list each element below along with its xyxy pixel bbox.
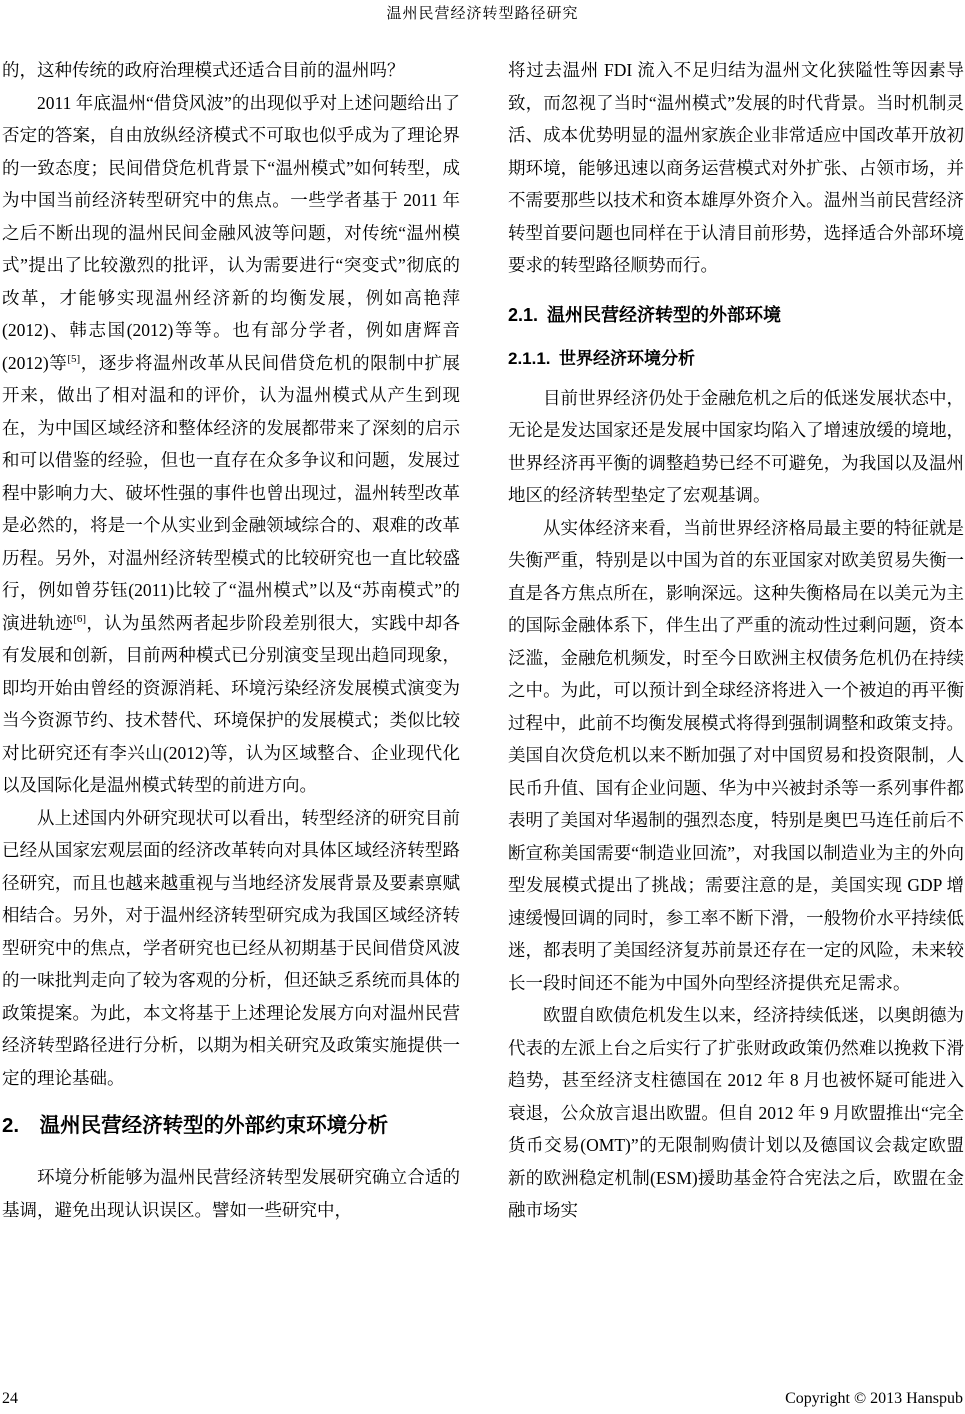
literature-review-paragraph [2,87,460,802]
section-2-1-1-heading: 2.1.1. 世界经济环境分析 [508,348,696,368]
section-2-heading: 2. 温州民营经济转型的外部约束环境分析 [2,1114,389,1137]
review-text-segment: 2011 年底温州“借贷风波”的出现似乎对上述问题给出了否定的答案，自由放纵经济模式不可取也似乎成为了理论界的一致态度；民间借贷危机背景下“温州模式”如何转型，成为中国当前经济转型研究中的焦点。一些学者基于 2011 年之后不断出现的温州民间金融风波等问题，对传统“温州模式”提出了比较激烈的批评，认为需要进行“突变式”彻底的改革，才能够实现温州经济新的均衡发展，例如高艳萍(2012)、韩志国(2012)等等。也有部分学者，例如唐辉音(2012)等 [2,92,460,373]
review-text-segment: ，逐步将温州改革从民间借贷危机的限制中扩展开来，做出了相对温和的评价，认为温州模式从产生到现在，为中国区域经济和整体经济的发展都带来了深刻的启示和可以借鉴的经验，但也一直存在众多争议和问题，发展过程中影响力大、破坏性强的事件也曾出现过，温州转型改革是必然的，将是一个从实业到金融领域综合的、艰难的改革历程。另外，对温州经济转型模式的比较研究也一直比较盛行，例如曾芬钰(2011)比较了“温州模式”以及“苏南模式”的演进轨迹 [2,352,461,633]
copyright-text: Copyright © 2013 Hanspub [785,1390,963,1407]
review-text-segment: ，认为虽然两者起步阶段差别很大，实践中却各有发展和创新，目前两种模式已分别演变呈现出趋同现象，即均开始由曾经的资源消耗、环境污染经济发展模式演变为当今资源节约、技术替代、环境保护的发展模式；类似比较对比研究还有李兴山(2012)等，认为区域整合、企业现代化以及国际化是温州模式转型的前进方向。 [2,612,461,795]
world-economy-paragraph: 目前世界经济仍处于金融危机之后的低迷发展状态中，无论是发达国家还是发展中国家均陷入了增速放缓的境地，世界经济再平衡的调整趋势已经不可避免，为我国以及温州地区的经济转型垫定了宏观基调。 [508,387,964,505]
citation-ref-6: [6] [73,612,87,625]
citation-ref-5: [5] [67,352,81,365]
continuation-paragraph: 的，这种传统的政府治理模式还适合目前的温州吗？ [2,60,405,80]
right-column [508,54,964,1227]
running-header-title: 温州民营经济转型路径研究 [386,6,579,22]
imbalance-analysis-paragraph: 从实体经济来看，当前世界经济格局最主要的特征就是失衡严重，特别是以中国为首的东亚国家对欧美贸易失衡一直是各方焦点所在，影响深远。这种失衡格局在以美元为主的国际金融体系下，伴生出了严重的流动性过剩问题，资本泛滥，金融危机频发，时至今日欧洲主权债务危机仍在持续之中。为此，可以预计到全球经济将进入一个被迫的再平衡过程中，此前不均衡发展模式将得到强制调整和政策支持。美国自次贷危机以来不断加强了对中国贸易和投资限制，人民币升值、国有企业问题、华为中兴被封杀等一系列事件都表明了美国对华遏制的强烈态度，特别是奥巴马连任前后不断宣称美国需要“制造业回流”，对我国以制造业为主的外向型发展模式提出了挑战；需要注意的是，美国实现 GDP 增速缓慢回调的同时，参工率不断下滑，一般物价水平持续低迷，都表明了美国经济复苏前景还存在一定的风险，未来较长一段时间还不能为中国外向型经济提供充足需求。 [508,517,964,993]
left-column [2,54,460,1226]
fdi-background-paragraph: 将过去温州 FDI 流入不足归结为温州文化狭隘性等因素导致，而忽视了当时“温州模式”发展的时代背景。当时机制灵活、成本优势明显的温州家族企业非常适应中国改革开放初期环境，能够迅速以商务运营模式对外扩张、占领市场，并不需要那些以技术和资本雄厚外资介入。温州当前民营经济转型首要问题也同样在于认清目前形势，选择适合外部环境要求的转型路径顺势而行。 [508,60,964,275]
section-2-1-heading: 2.1. 温州民营经济转型的外部环境 [508,304,782,325]
page-number: 24 [2,1390,18,1407]
eu-crisis-paragraph: 欧盟自欧债危机发生以来，经济持续低迷，以奥朗德为代表的左派上台之后实行了扩张财政政策仍然难以挽救下滑趋势，甚至经济支柱德国在 2012 年 8 月也被怀疑可能进入衰退，公众放言退出欧盟。但自 2012 年 9 月欧盟推出“完全货币交易(OMT)”的无限制购债计划以及德国议会裁定欧盟新的欧洲稳定机制(ESM)援助基金符合宪法之后，欧盟在金融市场实 [508,1005,964,1220]
research-status-paragraph: 从上述国内外研究现状可以看出，转型经济的研究目前已经从国家宏观层面的经济改革转向对具体区域经济转型路径研究，而且也越来越重视与当地经济发展背景及要素禀赋相结合。另外，对于温州经济转型研究成为我国区域经济转型研究中的焦点，学者研究也已经从初期基于民间借贷风波的一味批判走向了较为客观的分析，但还缺乏系统而具体的政策提案。为此，本文将基于上述理论发展方向对温州民营经济转型路径进行分析，以期为相关研究及政策实施提供一定的理论基础。 [2,807,460,1088]
environment-intro-paragraph: 环境分析能够为温州民营经济转型发展研究确立合适的基调，避免出现认识误区。譬如一些研究中， [2,1167,460,1220]
